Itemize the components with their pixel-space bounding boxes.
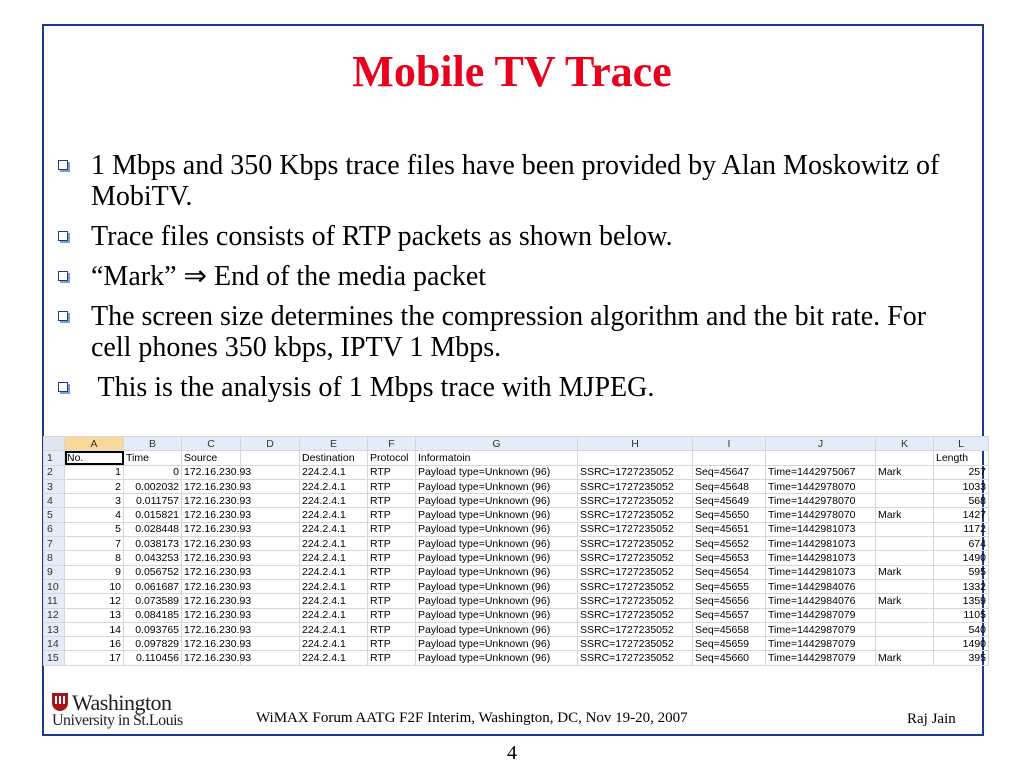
table-cell[interactable]: Seq=45658 (693, 622, 766, 636)
table-cell[interactable] (876, 494, 934, 508)
table-cell[interactable]: 224.2.4.1 (300, 537, 368, 551)
table-cell[interactable]: Destination (300, 451, 368, 465)
table-cell[interactable]: 2 (65, 479, 124, 493)
table-cell[interactable]: 0.110456 (124, 651, 182, 665)
table-cell[interactable]: SSRC=1727235052 (578, 594, 693, 608)
table-cell[interactable]: 172.16.230.93 (182, 494, 241, 508)
bullet-text: Trace files consists of RTP packets as shown below. (91, 221, 673, 252)
bullet-text: 1 Mbps and 350 Kbps trace files have been provided by Alan Moskowitz of MobiTV. (91, 150, 940, 212)
logo-text-top: Washington (72, 690, 172, 715)
table-cell[interactable] (693, 451, 766, 465)
square-bullet-icon (58, 231, 68, 241)
table-cell[interactable]: Time=1442987079 (766, 608, 876, 622)
table-cell[interactable]: RTP (368, 608, 416, 622)
table-cell[interactable]: 224.2.4.1 (300, 479, 368, 493)
table-cell[interactable]: 224.2.4.1 (300, 594, 368, 608)
table-row (44, 479, 989, 493)
square-bullet-icon (58, 271, 68, 281)
table-cell[interactable]: Time=1442981073 (766, 522, 876, 536)
table-cell[interactable]: RTP (368, 651, 416, 665)
table-cell[interactable]: Time=1442978070 (766, 508, 876, 522)
table-cell[interactable]: 224.2.4.1 (300, 551, 368, 565)
table-row (44, 565, 989, 579)
table-cell[interactable]: 172.16.230.93 (182, 522, 241, 536)
table-cell[interactable]: SSRC=1727235052 (578, 551, 693, 565)
table-row (44, 579, 989, 593)
bullet-item (56, 150, 956, 212)
table-cell[interactable]: 9 (65, 565, 124, 579)
table-cell[interactable]: 14 (65, 622, 124, 636)
table-cell[interactable]: 224.2.4.1 (300, 637, 368, 651)
table-cell[interactable]: RTP (368, 479, 416, 493)
table-cell[interactable]: 0.073589 (124, 594, 182, 608)
table-cell[interactable]: 172.16.230.93 (182, 479, 241, 493)
table-cell[interactable]: 674 (934, 537, 989, 551)
table-cell[interactable]: Time=1442978070 (766, 479, 876, 493)
table-cell[interactable]: 16 (65, 637, 124, 651)
square-bullet-icon (58, 382, 68, 392)
table-cell[interactable]: Seq=45659 (693, 637, 766, 651)
column-header[interactable]: I (693, 437, 766, 451)
table-cell[interactable]: 172.16.230.93 (182, 637, 241, 651)
table-cell[interactable] (241, 451, 300, 465)
table-cell[interactable]: Seq=45654 (693, 565, 766, 579)
table-cell[interactable]: Protocol (368, 451, 416, 465)
table-cell[interactable] (766, 451, 876, 465)
table-cell[interactable]: 595 (934, 565, 989, 579)
table-cell[interactable]: 1033 (934, 479, 989, 493)
row-header[interactable]: 6 (44, 522, 65, 536)
table-cell[interactable]: Seq=45651 (693, 522, 766, 536)
bullet-text: “Mark” ⇒ End of the media packet (91, 261, 487, 292)
table-cell[interactable]: RTP (368, 465, 416, 479)
table-cell[interactable]: 1427 (934, 508, 989, 522)
column-header[interactable]: C (182, 437, 241, 451)
table-cell[interactable]: SSRC=1727235052 (578, 494, 693, 508)
table-cell[interactable]: Time=1442981073 (766, 551, 876, 565)
table-cell[interactable]: Payload type=Unknown (96) (416, 522, 578, 536)
column-header[interactable]: G (416, 437, 578, 451)
table-cell[interactable]: RTP (368, 508, 416, 522)
table-cell[interactable]: Payload type=Unknown (96) (416, 622, 578, 636)
column-header[interactable]: K (876, 437, 934, 451)
bullet-item (56, 301, 956, 363)
table-cell[interactable]: Payload type=Unknown (96) (416, 494, 578, 508)
table-cell[interactable]: 0 (124, 465, 182, 479)
table-cell[interactable]: 224.2.4.1 (300, 608, 368, 622)
table-cell[interactable]: Payload type=Unknown (96) (416, 565, 578, 579)
row-header[interactable]: 13 (44, 622, 65, 636)
table-cell[interactable]: 172.16.230.93 (182, 651, 241, 665)
bullet-list (56, 150, 956, 412)
column-header[interactable]: B (124, 437, 182, 451)
table-cell[interactable]: Payload type=Unknown (96) (416, 508, 578, 522)
table-cell[interactable]: 172.16.230.93 (182, 565, 241, 579)
table-cell[interactable]: Time=1442981073 (766, 565, 876, 579)
row-header[interactable]: 11 (44, 594, 65, 608)
table-cell[interactable]: 0.061687 (124, 579, 182, 593)
table-cell[interactable]: No. (65, 451, 124, 465)
table-cell[interactable]: 0.056752 (124, 565, 182, 579)
table-row (44, 465, 989, 479)
column-header[interactable]: E (300, 437, 368, 451)
column-header[interactable]: D (241, 437, 300, 451)
row-header[interactable]: 9 (44, 565, 65, 579)
table-cell[interactable]: RTP (368, 551, 416, 565)
square-bullet-icon (58, 311, 68, 321)
table-cell[interactable]: SSRC=1727235052 (578, 608, 693, 622)
table-cell[interactable]: 17 (65, 651, 124, 665)
table-cell[interactable]: Seq=45657 (693, 608, 766, 622)
table-cell[interactable] (876, 551, 934, 565)
table-cell[interactable]: Seq=45652 (693, 537, 766, 551)
sheet-body (44, 451, 989, 665)
column-header[interactable]: F (368, 437, 416, 451)
table-row (44, 637, 989, 651)
table-cell[interactable]: Mark (876, 508, 934, 522)
table-cell[interactable]: SSRC=1727235052 (578, 479, 693, 493)
spreadsheet-trace-table (43, 436, 989, 666)
table-cell[interactable]: 0.015821 (124, 508, 182, 522)
table-cell[interactable]: SSRC=1727235052 (578, 508, 693, 522)
table-cell[interactable]: SSRC=1727235052 (578, 651, 693, 665)
table-cell[interactable]: Time=1442984076 (766, 594, 876, 608)
table-row (44, 508, 989, 522)
column-header[interactable]: J (766, 437, 876, 451)
table-cell[interactable]: 10 (65, 579, 124, 593)
table-cell[interactable]: 172.16.230.93 (182, 508, 241, 522)
select-all-corner[interactable] (44, 437, 65, 451)
table-cell[interactable]: SSRC=1727235052 (578, 537, 693, 551)
table-cell[interactable]: 172.16.230.93 (182, 579, 241, 593)
table-cell[interactable]: 0.084185 (124, 608, 182, 622)
table-row (44, 622, 989, 636)
table-cell[interactable]: 1490 (934, 637, 989, 651)
table-cell[interactable]: Source (182, 451, 241, 465)
table-cell[interactable]: Payload type=Unknown (96) (416, 465, 578, 479)
table-cell[interactable]: 172.16.230.93 (182, 551, 241, 565)
table-cell[interactable]: 224.2.4.1 (300, 622, 368, 636)
table-cell[interactable]: 5 (65, 522, 124, 536)
table-cell[interactable]: 172.16.230.93 (182, 594, 241, 608)
table-row (44, 537, 989, 551)
column-header-row (44, 437, 989, 451)
table-cell[interactable]: Payload type=Unknown (96) (416, 479, 578, 493)
table-cell[interactable]: 224.2.4.1 (300, 565, 368, 579)
table-cell[interactable]: 224.2.4.1 (300, 465, 368, 479)
table-cell[interactable] (578, 451, 693, 465)
table-cell[interactable]: 172.16.230.93 (182, 537, 241, 551)
table-cell[interactable]: RTP (368, 622, 416, 636)
table-cell[interactable]: RTP (368, 494, 416, 508)
row-header[interactable]: 8 (44, 551, 65, 565)
table-cell[interactable] (876, 608, 934, 622)
column-header[interactable]: A (65, 437, 124, 451)
table-cell[interactable]: Seq=45650 (693, 508, 766, 522)
table-cell[interactable]: RTP (368, 522, 416, 536)
table-cell[interactable]: Seq=45653 (693, 551, 766, 565)
table-cell[interactable]: Time=1442987079 (766, 651, 876, 665)
table-cell[interactable]: Mark (876, 465, 934, 479)
table-cell[interactable]: 1359 (934, 594, 989, 608)
table-cell[interactable]: Payload type=Unknown (96) (416, 637, 578, 651)
table-cell[interactable]: Payload type=Unknown (96) (416, 608, 578, 622)
table-cell[interactable]: 1172 (934, 522, 989, 536)
table-cell[interactable]: Time=1442975067 (766, 465, 876, 479)
row-header[interactable]: 3 (44, 479, 65, 493)
table-cell[interactable]: Payload type=Unknown (96) (416, 594, 578, 608)
table-cell[interactable]: 0.043253 (124, 551, 182, 565)
page-number: 4 (507, 742, 517, 764)
table-cell[interactable]: Seq=45660 (693, 651, 766, 665)
table-cell[interactable]: SSRC=1727235052 (578, 637, 693, 651)
table-cell[interactable]: RTP (368, 637, 416, 651)
table-cell[interactable]: Mark (876, 565, 934, 579)
table-cell[interactable]: 0.038173 (124, 537, 182, 551)
table-cell[interactable]: Seq=45656 (693, 594, 766, 608)
column-header[interactable]: H (578, 437, 693, 451)
table-cell[interactable]: Mark (876, 651, 934, 665)
table-cell[interactable]: 395 (934, 651, 989, 665)
column-header[interactable]: L (934, 437, 989, 451)
washington-university-logo (52, 690, 202, 732)
table-cell[interactable]: RTP (368, 579, 416, 593)
table-cell[interactable]: Payload type=Unknown (96) (416, 651, 578, 665)
table-cell[interactable]: Seq=45648 (693, 479, 766, 493)
table-cell[interactable]: Time=1442987079 (766, 637, 876, 651)
table-cell[interactable] (876, 637, 934, 651)
table-row (44, 551, 989, 565)
table-cell[interactable]: SSRC=1727235052 (578, 579, 693, 593)
table-cell[interactable]: RTP (368, 565, 416, 579)
table-cell[interactable]: 224.2.4.1 (300, 508, 368, 522)
table-cell[interactable]: 7 (65, 537, 124, 551)
bullet-text: The screen size determines the compression algorithm and the bit rate. For cell phones 350 kbps, IPTV 1 Mbps. (91, 301, 927, 363)
row-header[interactable]: 15 (44, 651, 65, 665)
row-header[interactable]: 2 (44, 465, 65, 479)
table-cell[interactable]: 0.011757 (124, 494, 182, 508)
table-cell[interactable] (876, 451, 934, 465)
table-cell[interactable]: Informatoin (416, 451, 578, 465)
table-cell[interactable]: Length (934, 451, 989, 465)
table-row (44, 594, 989, 608)
table-cell[interactable]: SSRC=1727235052 (578, 465, 693, 479)
table-cell[interactable]: Seq=45655 (693, 579, 766, 593)
table-cell[interactable]: Time=1442984076 (766, 579, 876, 593)
university-shield-icon (52, 693, 68, 711)
table-row (44, 608, 989, 622)
table-cell[interactable]: 3 (65, 494, 124, 508)
table-cell[interactable]: 224.2.4.1 (300, 651, 368, 665)
table-cell[interactable] (876, 522, 934, 536)
footer-event-text: WiMAX Forum AATG F2F Interim, Washington, DC, Nov 19-20, 2007 (256, 710, 688, 726)
table-cell[interactable]: 224.2.4.1 (300, 579, 368, 593)
table-cell[interactable]: SSRC=1727235052 (578, 522, 693, 536)
table-cell[interactable]: 1490 (934, 551, 989, 565)
table-cell[interactable]: Time=1442981073 (766, 537, 876, 551)
bullet-item (56, 221, 956, 252)
row-header[interactable]: 12 (44, 608, 65, 622)
table-row (44, 451, 989, 465)
table-cell[interactable]: Payload type=Unknown (96) (416, 551, 578, 565)
table-cell[interactable]: 224.2.4.1 (300, 494, 368, 508)
table-cell[interactable]: 0.097829 (124, 637, 182, 651)
table-cell[interactable]: 224.2.4.1 (300, 522, 368, 536)
table-cell[interactable]: Payload type=Unknown (96) (416, 537, 578, 551)
table-cell[interactable]: 0.093765 (124, 622, 182, 636)
footer-author: Raj Jain (907, 711, 956, 727)
table-cell[interactable]: Mark (876, 594, 934, 608)
table-cell[interactable]: 0.002032 (124, 479, 182, 493)
table-cell[interactable]: 172.16.230.93 (182, 622, 241, 636)
table-cell[interactable]: 0.028448 (124, 522, 182, 536)
table-cell[interactable]: Time=1442987079 (766, 622, 876, 636)
table-cell[interactable]: 13 (65, 608, 124, 622)
row-header[interactable]: 14 (44, 637, 65, 651)
table-cell[interactable]: Time=1442978070 (766, 494, 876, 508)
row-header[interactable]: 1 (44, 451, 65, 465)
table-cell[interactable]: Seq=45647 (693, 465, 766, 479)
table-cell[interactable]: Payload type=Unknown (96) (416, 579, 578, 593)
bullet-item (56, 372, 956, 403)
table-row (44, 494, 989, 508)
table-cell[interactable]: SSRC=1727235052 (578, 565, 693, 579)
table-cell[interactable] (876, 622, 934, 636)
table-row (44, 651, 989, 665)
table-cell[interactable] (876, 479, 934, 493)
table-cell[interactable]: 12 (65, 594, 124, 608)
row-header[interactable]: 5 (44, 508, 65, 522)
table-cell[interactable]: Time (124, 451, 182, 465)
square-bullet-icon (58, 160, 68, 170)
table-cell[interactable]: 8 (65, 551, 124, 565)
table-cell[interactable]: RTP (368, 594, 416, 608)
table-cell[interactable]: SSRC=1727235052 (578, 622, 693, 636)
table-cell[interactable]: RTP (368, 537, 416, 551)
table-cell[interactable]: 1332 (934, 579, 989, 593)
table-cell[interactable] (876, 579, 934, 593)
table-cell[interactable]: 172.16.230.93 (182, 608, 241, 622)
row-header[interactable]: 10 (44, 579, 65, 593)
row-header[interactable]: 7 (44, 537, 65, 551)
table-cell[interactable]: 540 (934, 622, 989, 636)
table-row (44, 522, 989, 536)
table-cell[interactable]: 1105 (934, 608, 989, 622)
slide-title: Mobile TV Trace (352, 47, 672, 96)
table-cell[interactable]: Seq=45649 (693, 494, 766, 508)
table-cell[interactable]: 257 (934, 465, 989, 479)
logo-text-bottom: University in St.Louis (52, 712, 183, 729)
bullet-text: This is the analysis of 1 Mbps trace with MJPEG. (91, 372, 655, 403)
table-cell[interactable]: 4 (65, 508, 124, 522)
row-header[interactable]: 4 (44, 494, 65, 508)
bullet-item (56, 261, 956, 292)
table-cell[interactable] (876, 537, 934, 551)
table-cell[interactable]: 568 (934, 494, 989, 508)
table-cell[interactable]: 172.16.230.93 (182, 465, 241, 479)
table-cell[interactable]: 1 (65, 465, 124, 479)
